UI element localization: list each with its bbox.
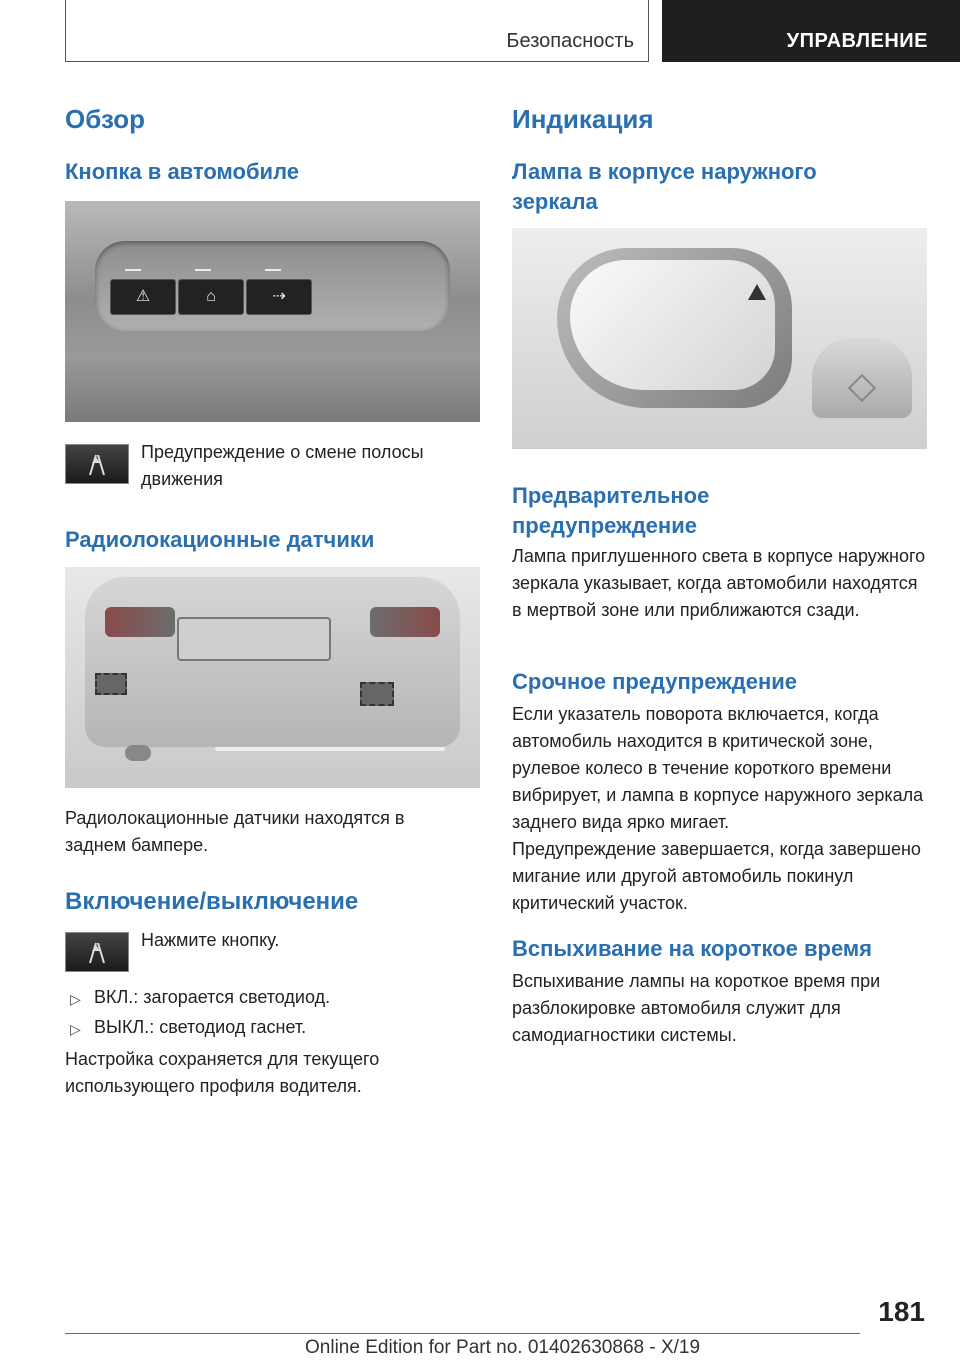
lane-change-button-icon xyxy=(65,932,129,972)
lane-warning-button-icon: ⚠ xyxy=(110,279,176,315)
press-button-text: Нажмите кнопку. xyxy=(141,930,280,950)
rear-bumper-image xyxy=(65,567,480,788)
radar-caption: Радиолокационные датчики находятся в заднем бампере. xyxy=(65,808,405,855)
heading-short-flash: Вспыхивание на короткое время xyxy=(512,936,873,961)
blind-spot-lamp-icon xyxy=(748,284,766,300)
radar-sensor-left-icon xyxy=(95,673,127,695)
pre-warning-text: Лампа приглушенного света в корпусе наружного зеркала указывает, когда автомобили находятся в мертвой зоне или приближаются сзади. xyxy=(512,546,926,620)
heading-pre-warning: Предварительное предупреждение xyxy=(512,483,710,538)
heading-mirror-lamp: Лампа в корпусе наружного зеркала xyxy=(512,159,817,214)
footer-edition: Online Edition for Part no. 01402630868 - X/19 xyxy=(305,1337,701,1358)
exterior-mirror-image xyxy=(512,228,927,449)
radar-sensor-right-icon xyxy=(360,682,394,706)
bullet-triangle-icon: ▷ xyxy=(70,991,81,1007)
profile-saved-text: Настройка сохраняется для текущего использующего профиля водителя. xyxy=(65,1049,380,1096)
heading-indication: Индикация xyxy=(512,104,654,134)
button-panel-image xyxy=(65,201,480,422)
short-flash-text: Вспыхивание лампы на короткое время при разблокировке автомобиля служит для самодиагностики системы. xyxy=(512,971,881,1045)
lane-change-warning-icon xyxy=(65,444,129,484)
driver-assist-button-icon: ⌂ xyxy=(178,279,244,315)
warning-end-text: Предупреждение завершается, когда завершено мигание или другой автомобиль покинул критический участок. xyxy=(512,839,921,913)
header-chapter-tab xyxy=(662,0,960,62)
section-title: Безопасность xyxy=(506,30,634,52)
bullet-off: ВЫКЛ.: светодиод гаснет. xyxy=(94,1017,307,1037)
bullet-on: ВКЛ.: загорается светодиод. xyxy=(94,987,331,1007)
urgent-warning-text: Если указатель поворота включается, когда автомобиль находится в критической зоне, рулевое колесо в течение короткого времени вибрирует, и лампа в корпусе наружного зеркала заднего вида ярко мигает. xyxy=(512,704,924,832)
license-plate-area xyxy=(177,617,331,661)
chapter-title: УПРАВЛЕНИЕ xyxy=(786,30,928,52)
lane-warning-caption: Предупреждение о смене полосы движения xyxy=(141,442,424,489)
footer-divider xyxy=(65,1333,860,1334)
bullet-triangle-icon: ▷ xyxy=(70,1021,81,1037)
road-sign-button-icon: ⇢ xyxy=(246,279,312,315)
page-number: 181 xyxy=(878,1296,925,1327)
heading-on-off: Включение/выключение xyxy=(65,888,359,915)
heading-overview: Обзор xyxy=(65,104,145,134)
heading-button-in-car: Кнопка в автомобиле xyxy=(65,159,299,184)
heading-radar-sensors: Радиолокационные датчики xyxy=(65,527,375,552)
heading-urgent-warning: Срочное предупреждение xyxy=(512,669,798,694)
header-section-tab xyxy=(65,0,649,62)
